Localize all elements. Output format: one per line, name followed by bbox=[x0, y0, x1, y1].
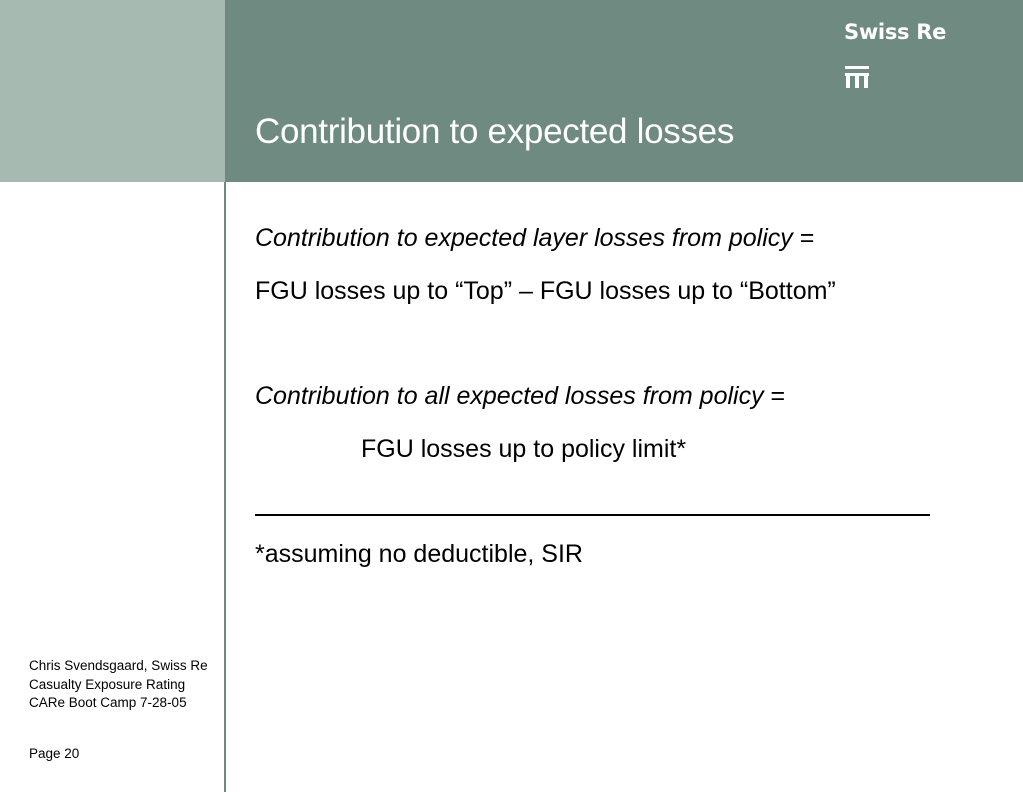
footer-author: Chris Svendsgaard, Swiss Re bbox=[29, 658, 208, 673]
vertical-divider bbox=[224, 182, 226, 792]
formula-line-4: FGU losses up to policy limit* bbox=[361, 435, 687, 463]
formula-line-1 bbox=[255, 220, 814, 256]
formula-1-term: Contribution to expected layer losses from policy bbox=[255, 224, 793, 252]
formula-line-2: FGU losses up to “Top” – FGU losses up to “Bottom” bbox=[255, 277, 836, 305]
left-header-panel bbox=[0, 0, 225, 182]
brand-wordmark: Swiss Re bbox=[844, 20, 947, 44]
formula-1-equals: = bbox=[792, 224, 815, 252]
page-title: Contribution to expected losses bbox=[255, 112, 735, 151]
footnote: *assuming no deductible, SIR bbox=[255, 540, 583, 568]
footer-event: CARe Boot Camp 7-28-05 bbox=[29, 695, 187, 710]
page-number: Page 20 bbox=[29, 746, 80, 761]
swiss-re-logo-icon bbox=[845, 66, 869, 88]
formula-3-term: Contribution to all expected losses from policy bbox=[255, 382, 764, 410]
formula-3-equals: = bbox=[763, 382, 786, 410]
formula-line-3 bbox=[255, 378, 785, 414]
footnote-rule bbox=[255, 514, 930, 516]
footer-subject: Casualty Exposure Rating bbox=[29, 676, 186, 692]
footer-credits bbox=[29, 657, 208, 713]
